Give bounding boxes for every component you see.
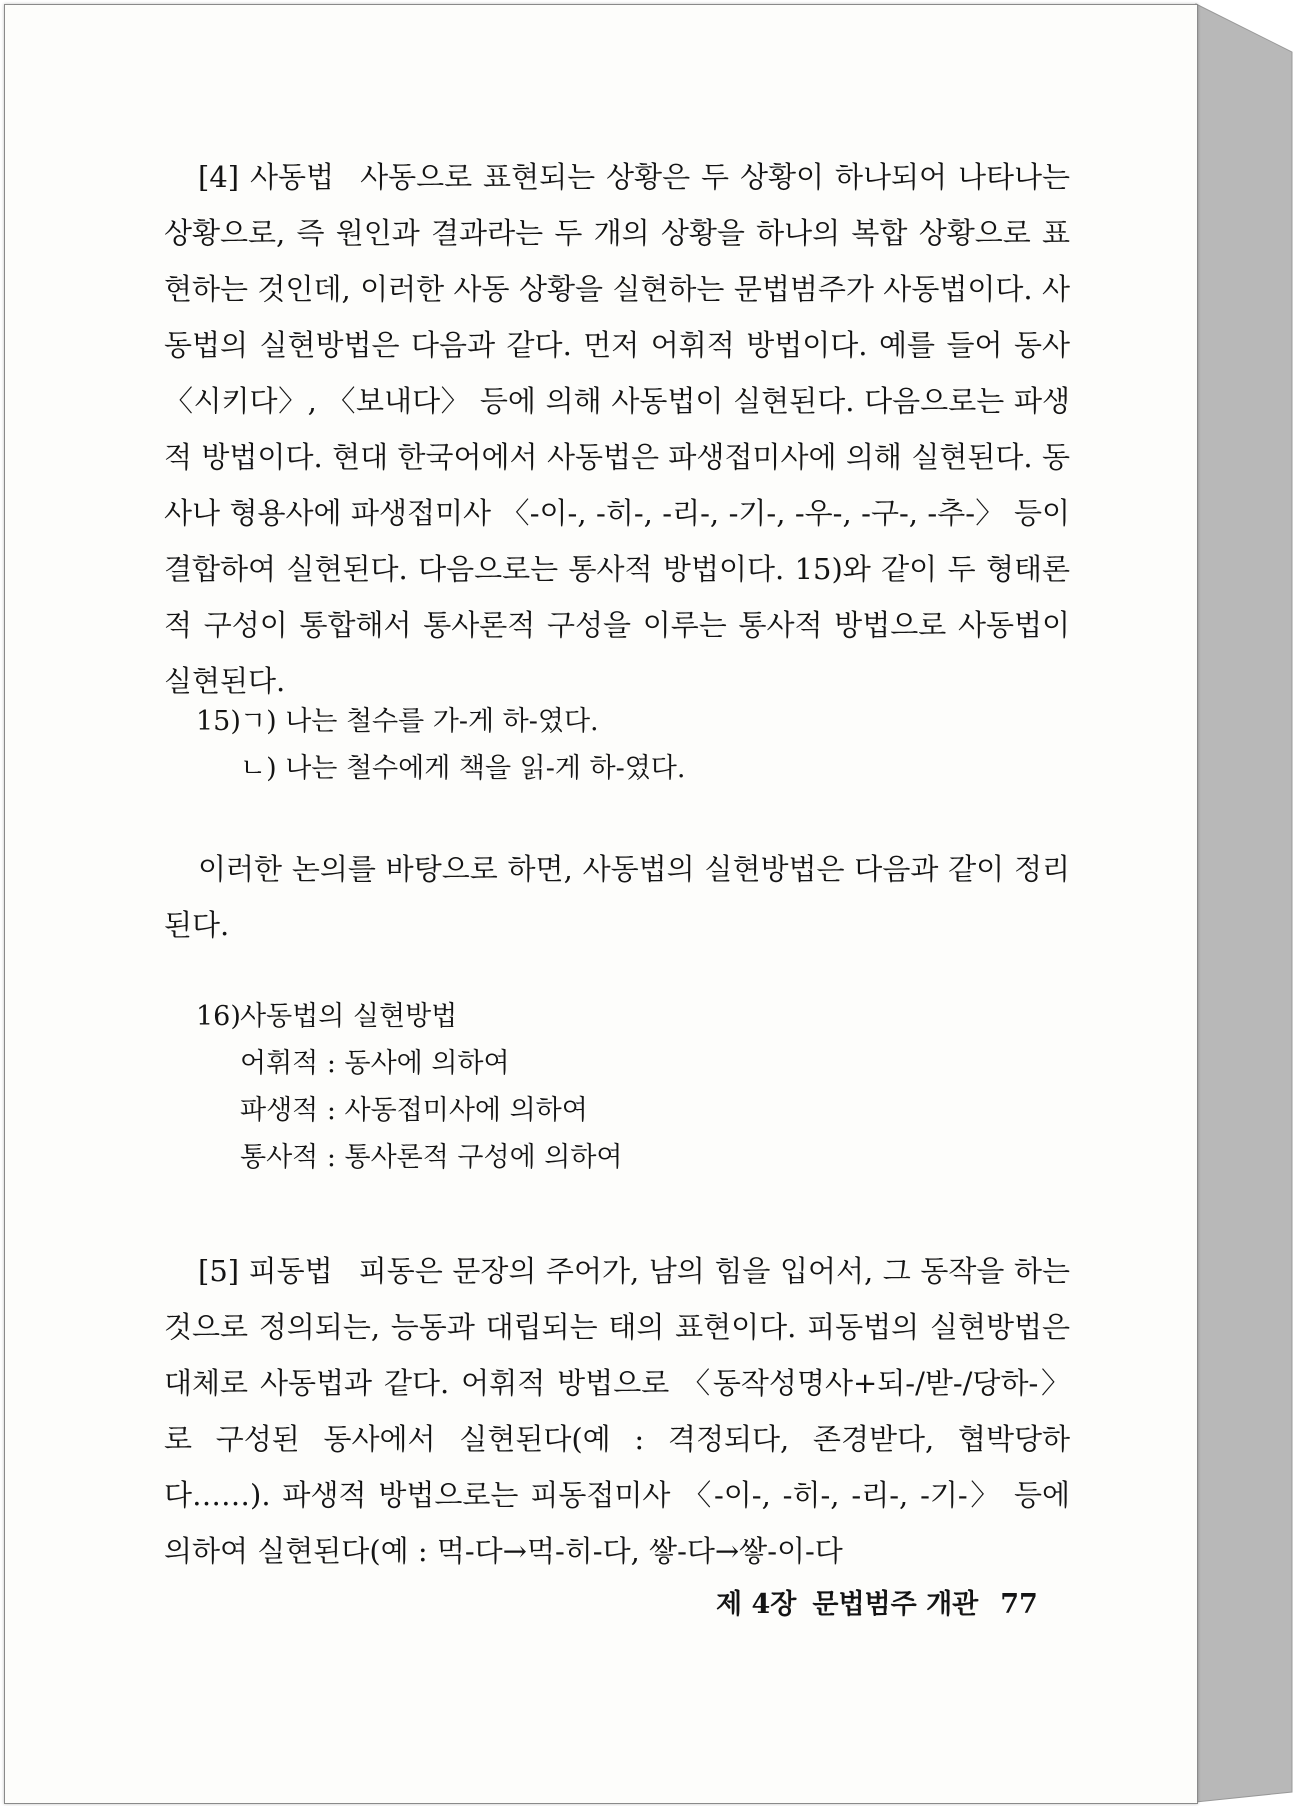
paragraph-causative-text: 사동으로 표현되는 상황은 두 상황이 하나되어 나타나는 상황으로, 즉 원인과 결과라는 두 개의 상황을 하나의 복합 상황으로 표현하는 것인데, 이러한 사동 상황을 실현하는 문법범주가 사동법이다. 사동법의 실현방법은 다음과 같다. 먼저 어휘적 방법이다. 예를 들어 동사 〈시키다〉, 〈보내다〉 등에 의해 사동법이 실현된다. 다음으로는 파생적 방법이다. 현대 한국어에서 사동법은 파생접미사에 의해 실현된다. 동사나 형용사에 파생접미사 〈-이-, -히-, -리-, -기-, -우-, -구-, -추-〉 등이 결합하여 실현된다. 다음으로는 통사적 방법이다. 15)와 같이 두 형태론적 구성이 통합해서 통사론적 구성을 이루는 통사적 방법으로 사동법이 실현된다. [164,160,1070,698]
chapter-label: 제 4장 [716,1589,797,1620]
paragraph-passive-text: 피동은 문장의 주어가, 남의 힘을 입어서, 그 동작을 하는 것으로 정의되는, 능동과 대립되는 태의 표현이다. 피동법의 실현방법은 대체로 사동법과 같다. 어휘적 방법으로 〈동작성명사+되-/받-/당하-〉로 구성된 동사에서 실현된다(예 : 격정되다, 존경받다, 협박당하다……). 파생적 방법으로는 피동접미사 〈-이-, -히-, -리-, -기-〉 등에 의하여 실현된다(예 : 먹-다→먹-히-다, 쌓-다→쌓-이-다 [164,1254,1071,1568]
section-label-causative: [4] 사동법 [198,160,335,194]
example-marker: ㄴ) [240,753,277,784]
paragraph-summary-text: 이러한 논의를 바탕으로 하면, 사동법의 실현방법은 다음과 같이 정리된다. [164,852,1070,942]
example-marker: ㄱ) [240,706,277,737]
example-15 [196,698,685,792]
example-16-row [196,1087,623,1134]
running-footer [716,1582,1038,1621]
example-number: 15) [196,706,241,737]
example-number: 16) [196,1001,241,1032]
example-15-b [196,745,685,792]
example-title: 사동법의 실현방법 [240,1001,458,1032]
example-text: 나는 철수를 가-게 하-였다. [285,706,599,737]
example-16-row [196,1040,623,1087]
method-item: 파생적 : 사동접미사에 의하여 [240,1095,588,1126]
page-number: 77 [1000,1589,1038,1620]
paragraph-causative [164,149,1070,709]
example-16-row [196,1134,623,1181]
chapter-title: 문법범주 개관 [812,1589,979,1620]
paragraph-summary [164,841,1070,953]
example-16-title [196,993,623,1040]
example-text: 나는 철수에게 책을 읽-게 하-였다. [285,753,686,784]
book-side-face [1196,4,1292,1802]
example-16 [196,993,623,1181]
method-item: 통사적 : 통사론적 구성에 의하여 [240,1142,623,1173]
example-15-a [196,698,685,745]
method-item: 어휘적 : 동사에 의하여 [240,1048,510,1079]
section-label-passive: [5] 피동법 [198,1254,333,1288]
paragraph-passive [164,1243,1070,1579]
